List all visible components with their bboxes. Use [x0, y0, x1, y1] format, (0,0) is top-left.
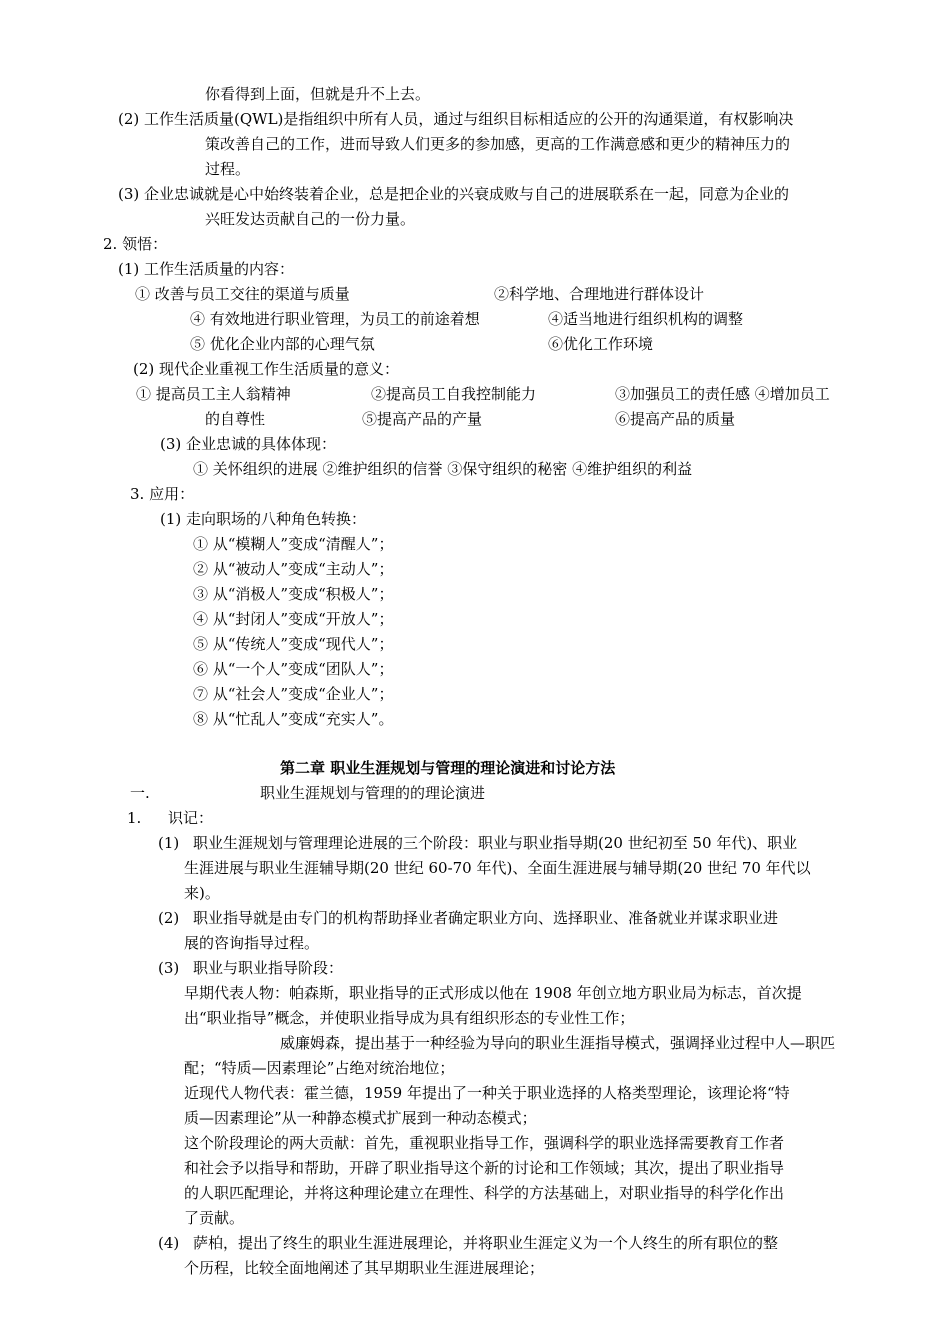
text-line: 出“职业指导”概念，并使职业指导成为具有组织形态的专业性工作；	[184, 1009, 635, 1027]
text-line: (3) 企业忠诚的具体体现：	[160, 435, 337, 453]
text-line: 展的咨询指导过程。	[184, 934, 320, 952]
item-number: (2)	[158, 909, 180, 927]
list-item: ③ 从“消极人”变成“积极人”；	[193, 585, 394, 603]
list-item: ① 提高员工主人翁精神	[136, 385, 291, 403]
text-line: 来)。	[184, 884, 220, 902]
item-number: (3)	[158, 959, 180, 977]
text-line: 策改善自己的工作，进而导致人们更多的参加感，更高的工作满意感和更少的精神压力的	[205, 135, 791, 153]
list-item: ② 从“被动人”变成“主动人”；	[193, 560, 394, 578]
list-item: ⑥优化工作环境	[548, 335, 654, 353]
text-line: (1) 工作生活质量的内容：	[118, 260, 295, 278]
text-line: 近现代人物代表：霍兰德，1959 年提出了一种关于职业选择的人格类型理论，该理论将“特	[184, 1084, 790, 1102]
text-line: (1) 走向职场的八种角色转换：	[160, 510, 367, 528]
text-line: 和社会予以指导和帮助，开辟了职业指导这个新的讨论和工作领域；其次，提出了职业指导	[184, 1159, 785, 1177]
list-item: ④ 有效地进行职业管理，为员工的前途着想	[190, 310, 480, 328]
section-heading: 识记：	[168, 809, 214, 827]
text-line: 个历程，比较全面地阐述了其早期职业生涯进展理论；	[184, 1259, 545, 1277]
text-line: 你看得到上面，但就是升不上去。	[205, 85, 431, 103]
section-number: 一.	[130, 784, 150, 802]
item-number: (4)	[158, 1234, 180, 1252]
list-item: ⑥提高产品的质量	[615, 410, 736, 428]
text-line: 早期代表人物：帕森斯，职业指导的正式形成以他在 1908 年创立地方职业局为标志，首次提	[184, 984, 802, 1002]
text-line: 过程。	[205, 160, 251, 178]
text-line: 的人职匹配理论，并将这种理论建立在理性、科学的方法基础上，对职业指导的科学化作出	[184, 1184, 785, 1202]
section-heading: 职业生涯规划与管理的的理论演进	[260, 784, 486, 802]
list-item: 的自尊性	[205, 410, 266, 428]
text-line: 生涯进展与职业生涯辅导期(20 世纪 60-70 年代)、全面生涯进展与辅导期(20 世纪 70 年代以	[184, 859, 811, 877]
text-line: 这个阶段理论的两大贡献：首先，重视职业指导工作，强调科学的职业选择需要教育工作者	[184, 1134, 785, 1152]
list-item: ⑦ 从“社会人”变成“企业人”；	[193, 685, 394, 703]
list-item: ① 关怀组织的进展 ②维护组织的信誉 ③保守组织的秘密 ④维护组织的利益	[193, 460, 693, 478]
item-number: (1)	[158, 834, 180, 852]
list-item: ⑤ 从“传统人”变成“现代人”；	[193, 635, 394, 653]
chapter-title: 第二章 职业生涯规划与管理的理论演进和讨论方法	[280, 759, 616, 777]
section-number: 1.	[127, 809, 142, 827]
list-item: ⑥ 从“一个人”变成“团队人”；	[193, 660, 394, 678]
list-item: ⑤ 优化企业内部的心理气氛	[190, 335, 375, 353]
list-item: ④适当地进行组织机构的调整	[548, 310, 744, 328]
text-line: 质—因素理论”从一种静态模式扩展到一种动态模式；	[184, 1109, 537, 1127]
list-item: ④ 从“封闭人”变成“开放人”；	[193, 610, 394, 628]
list-item: ⑧ 从“忙乱人”变成“充实人”。	[193, 710, 394, 728]
text-line: 职业与职业指导阶段：	[193, 959, 344, 977]
text-line: 职业指导就是由专门的机构帮助择业者确定职业方向、选择职业、准备就业并谋求职业进	[193, 909, 779, 927]
text-line: 职业生涯规划与管理理论进展的三个阶段：职业与职业指导期(20 世纪初至 50 年代)、职业	[193, 834, 798, 852]
list-item: ②提高员工自我控制能力	[371, 385, 537, 403]
text-line: 兴旺发达贡献自己的一份力量。	[205, 210, 416, 228]
section-heading: 2. 领悟：	[103, 235, 168, 253]
text-line: (2) 现代企业重视工作生活质量的意义：	[133, 360, 400, 378]
list-item: ① 从“模糊人”变成“清醒人”；	[193, 535, 394, 553]
text-line: (3) 企业忠诚就是心中始终装着企业，总是把企业的兴衰成败与自己的进展联系在一起，同意为企业的	[118, 185, 790, 203]
text-line: (2) 工作生活质量(QWL)是指组织中所有人员，通过与组织目标相适应的公开的沟通渠道，有权影响决	[118, 110, 794, 128]
list-item: ②科学地、合理地进行群体设计	[494, 285, 705, 303]
text-line: 萨柏，提出了终生的职业生涯进展理论，并将职业生涯定义为一个人终生的所有职位的整	[193, 1234, 779, 1252]
list-item: ① 改善与员工交往的渠道与质量	[135, 285, 350, 303]
text-line: 威廉姆森，提出基于一种经验为导向的职业生涯指导模式，强调择业过程中人—职匹	[280, 1034, 836, 1052]
text-line: 了贡献。	[184, 1209, 245, 1227]
text-line: 配；“特质—因素理论”占绝对统治地位；	[184, 1059, 455, 1077]
list-item: ③加强员工的责任感 ④增加员工	[615, 385, 830, 403]
section-heading: 3. 应用：	[130, 485, 195, 503]
list-item: ⑤提高产品的产量	[362, 410, 483, 428]
